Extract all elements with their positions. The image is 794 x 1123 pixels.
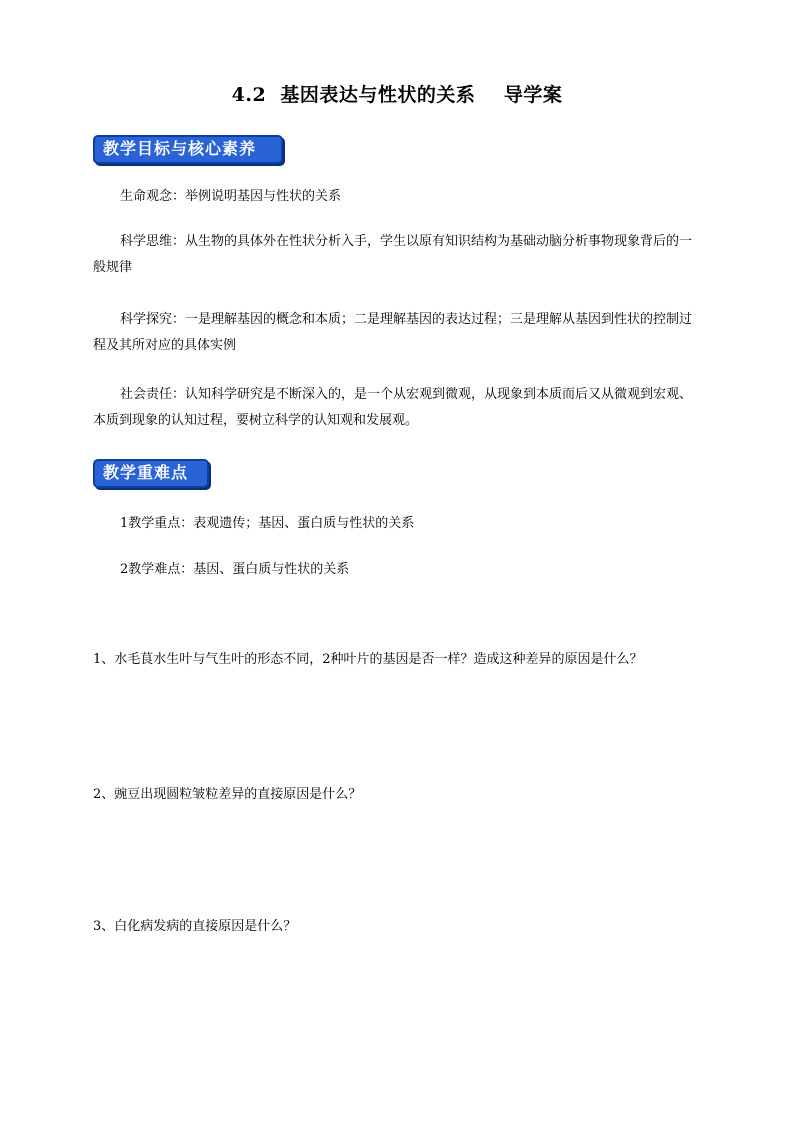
teaching-difficulty: 2教学难点：基因、蛋白质与性状的关系 (120, 562, 350, 577)
objective-scientific-thinking: 科学思维：从生物的具体外在性状分析入手，学生以原有知识结构为基础动脑分析事物现象背后的一般规律 (93, 234, 693, 275)
objective-scientific-inquiry: 科学探究：一是理解基因的概念和本质；二是理解基因的表达过程；三是理解从基因到性状的控制过程及其所对应的具体实例 (93, 312, 693, 353)
question-1: 1、水毛茛水生叶与气生叶的形态不同，2种叶片的基因是否一样？造成这种差异的原因是什么？ (93, 652, 643, 667)
objective-life-concept: 生命观念：举例说明基因与性状的关系 (120, 189, 342, 204)
objectives-heading-badge: 教学目标与核心素养 (93, 135, 283, 164)
objective-social-responsibility: 社会责任：认知科学研究是不断深入的，是一个从宏观到微观，从现象到本质而后又从微观到宏观、本质到现象的认知过程，要树立科学的认知观和发展观。 (93, 387, 693, 428)
question-3: 3、白化病发病的直接原因是什么？ (93, 919, 297, 934)
teaching-focus: 1教学重点：表观遗传；基因、蛋白质与性状的关系 (120, 516, 415, 531)
question-2: 2、豌豆出现圆粒皱粒差异的直接原因是什么？ (93, 787, 362, 802)
page-title: 4.2 基因表达与性状的关系 导学案 (231, 84, 563, 106)
key-points-heading-badge: 教学重难点 (93, 459, 209, 488)
